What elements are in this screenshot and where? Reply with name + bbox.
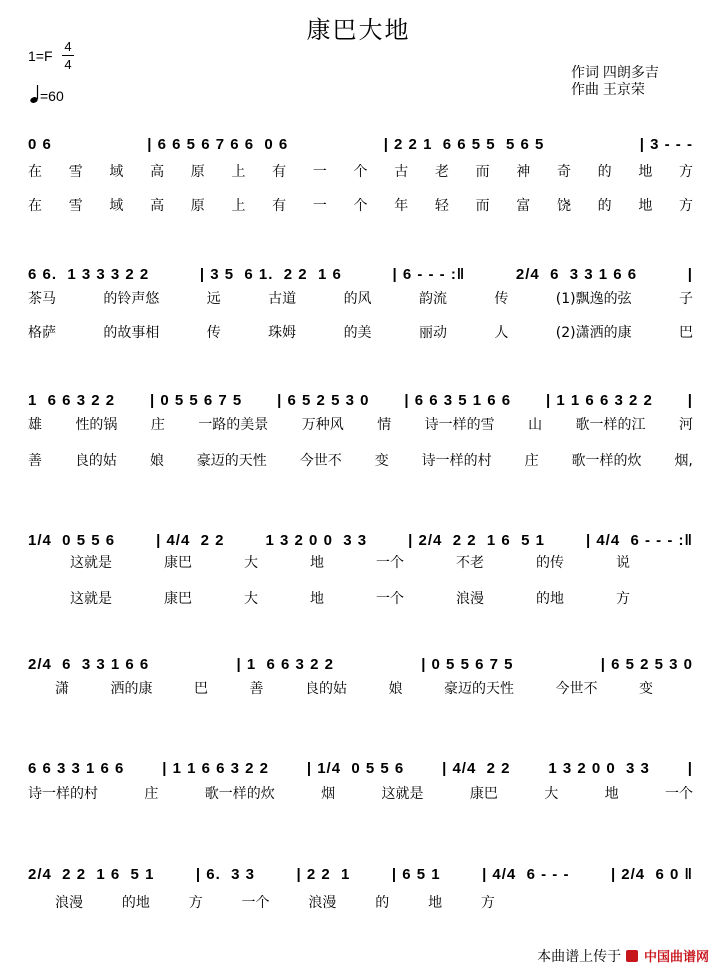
lyric-word: 善 bbox=[28, 453, 42, 469]
lyric-word: 的风 bbox=[343, 291, 372, 307]
lyric-word: 年 bbox=[394, 198, 409, 214]
lyrics-verse-1 bbox=[55, 678, 653, 698]
lyrics-verse-1 bbox=[28, 288, 693, 308]
notation-measure: | bbox=[687, 266, 693, 283]
lyric-word: 庄 bbox=[150, 417, 165, 433]
notation-measure: 1 3 2 0 0 3 3 bbox=[265, 532, 368, 549]
notation-measure: | 6 6 3 5 1 6 6 bbox=[404, 392, 512, 409]
lyric-word: 在 bbox=[28, 198, 42, 214]
lyric-word: 有 bbox=[272, 164, 287, 180]
lyric-word: 域 bbox=[109, 198, 124, 214]
lyric-word: 上 bbox=[231, 164, 246, 180]
notation-measure: | bbox=[687, 760, 693, 777]
upload-credit bbox=[537, 946, 709, 966]
lyric-word: 远 bbox=[206, 291, 221, 307]
quarter-note-icon bbox=[30, 84, 40, 108]
lyric-word: 原 bbox=[190, 198, 205, 214]
lyric-word: 一 bbox=[312, 198, 327, 214]
notation-line bbox=[28, 524, 693, 550]
lyric-word: 歌一样的炊 bbox=[571, 453, 642, 469]
notation-measure: | 0 5 5 6 7 5 bbox=[421, 656, 514, 673]
notation-measure: 1 3 2 0 0 3 3 bbox=[548, 760, 650, 777]
lyric-word: 一个 bbox=[665, 786, 693, 802]
lyric-word: 一个 bbox=[376, 555, 404, 571]
lyric-word: 这就是 bbox=[70, 591, 112, 607]
lyric-word: 浪漫 bbox=[55, 895, 83, 911]
lyrics-verse-1 bbox=[28, 414, 693, 434]
lyric-word: 烟 bbox=[321, 786, 336, 802]
notation-line bbox=[28, 128, 693, 154]
lyric-word: 歌一样的江 bbox=[575, 417, 646, 433]
notation-measure: | 6 5 2 5 3 0 bbox=[277, 392, 370, 409]
notation-measure: | 2/4 2 2 1 6 5 1 bbox=[408, 532, 545, 549]
lyric-word: 不老 bbox=[456, 555, 484, 571]
lyric-word: 有 bbox=[272, 198, 287, 214]
lyric-word: 良的姑 bbox=[74, 453, 117, 469]
lyric-word: 地 bbox=[310, 555, 324, 571]
lyric-word: 的故事相 bbox=[103, 325, 160, 341]
lyric-word: 传 bbox=[206, 325, 221, 341]
notation-measure: | 4/4 6 - - - :‖ bbox=[585, 532, 693, 549]
lyric-word: 今世不 bbox=[555, 681, 598, 697]
lyric-word: 诗一样的雪 bbox=[424, 417, 495, 433]
lyric-word: 富 bbox=[516, 198, 531, 214]
notation-line bbox=[28, 752, 693, 778]
lyric-word: 方 bbox=[616, 591, 630, 607]
notation-measure: | 6 5 1 bbox=[391, 866, 441, 883]
time-signature-bottom: 4 bbox=[64, 57, 72, 72]
lyrics-verse-2 bbox=[28, 195, 693, 215]
notation-measure: | 4/4 2 2 bbox=[156, 532, 225, 549]
key-signature: 1=F bbox=[28, 48, 53, 64]
notation-measure: | 2/4 6 0 ‖ bbox=[610, 866, 693, 883]
lyric-word: 地 bbox=[638, 164, 653, 180]
notation-measure: 1 6 6 3 2 2 bbox=[28, 392, 116, 409]
lyric-word: 浪漫 bbox=[308, 895, 337, 911]
lyric-word: 一个 bbox=[241, 895, 270, 911]
lyric-word: 雪 bbox=[68, 198, 83, 214]
lyric-word: 韵流 bbox=[418, 291, 447, 307]
lyric-word: 康巴 bbox=[164, 591, 192, 607]
lyric-word: 老 bbox=[434, 164, 449, 180]
notation-measure: | 6 5 2 5 3 0 bbox=[600, 656, 693, 673]
notation-measure: 2/4 6 3 3 1 6 6 bbox=[515, 266, 638, 283]
lyric-word: 巴 bbox=[194, 681, 208, 697]
lyric-word: 人 bbox=[494, 325, 509, 341]
lyric-word: 茶马 bbox=[28, 291, 56, 307]
lyric-word: 格萨 bbox=[28, 325, 56, 341]
lyric-word: 轻 bbox=[434, 198, 449, 214]
lyrics-verse-2 bbox=[28, 322, 693, 342]
lyric-word: 康巴 bbox=[469, 786, 498, 802]
lyric-word: 诗一样的村 bbox=[28, 786, 98, 802]
lyric-word: 古 bbox=[394, 164, 409, 180]
lyric-word: 这就是 bbox=[70, 555, 112, 571]
notation-measure: | 4/4 6 - - - bbox=[482, 866, 570, 883]
lyric-word: 潇 bbox=[55, 681, 69, 697]
lyric-word: 传 bbox=[494, 291, 509, 307]
notation-measure: | 0 5 5 6 7 5 bbox=[149, 392, 243, 409]
lyric-word: 情 bbox=[377, 417, 392, 433]
lyric-word: 万种风 bbox=[301, 417, 344, 433]
notation-measure: | 6. 3 3 bbox=[195, 866, 255, 883]
notation-line bbox=[28, 384, 693, 410]
composer-credit: 作曲 王京荣 bbox=[571, 81, 645, 97]
lyric-word: 方 bbox=[188, 895, 203, 911]
lyric-word: 浪漫 bbox=[456, 591, 484, 607]
notation-measure: | 3 5 6 1. 2 2 1 6 bbox=[199, 266, 342, 283]
notation-measure: 0 6 bbox=[28, 136, 52, 153]
lyric-word: 娘 bbox=[149, 453, 164, 469]
lyric-word: 良的姑 bbox=[305, 681, 347, 697]
lyric-word: 一路的美景 bbox=[198, 417, 269, 433]
notation-measure: 6 6 3 3 1 6 6 bbox=[28, 760, 125, 777]
notation-measure: 2/4 6 3 3 1 6 6 bbox=[28, 656, 150, 673]
notation-measure: | 1/4 0 5 5 6 bbox=[306, 760, 405, 777]
lyric-word: 性的锅 bbox=[75, 417, 118, 433]
lyric-word: 一个 bbox=[376, 591, 404, 607]
song-title: 康巴大地 bbox=[306, 16, 411, 44]
notation-measure: | bbox=[687, 392, 693, 409]
lyric-word: 歌一样的炊 bbox=[204, 786, 275, 802]
lyric-word: 康巴 bbox=[164, 555, 192, 571]
lyric-word: 的地 bbox=[536, 591, 564, 607]
lyric-word: 地 bbox=[428, 895, 443, 911]
lyric-word: 而 bbox=[475, 164, 490, 180]
lyric-word: 的铃声悠 bbox=[103, 291, 160, 307]
notation-measure: | 2 2 1 bbox=[296, 866, 351, 883]
lyric-word: 洒的康 bbox=[110, 681, 153, 697]
lyric-word: 善 bbox=[249, 681, 264, 697]
notation-line bbox=[28, 648, 693, 674]
notation-measure: 2/4 2 2 1 6 5 1 bbox=[28, 866, 155, 883]
lyric-word: 奇 bbox=[556, 164, 571, 180]
notation-line bbox=[28, 258, 693, 284]
lyric-word: 方 bbox=[679, 164, 693, 180]
lyric-word: 在 bbox=[28, 164, 42, 180]
lyric-word: 大 bbox=[544, 786, 559, 802]
notation-measure: 6 6. 1 3 3 3 2 2 bbox=[28, 266, 150, 283]
lyric-word: 娘 bbox=[388, 681, 403, 697]
lyric-word: 的 bbox=[597, 198, 612, 214]
lyric-word: 庄 bbox=[524, 453, 539, 469]
notation-measure: | 1 1 6 6 3 2 2 bbox=[162, 760, 269, 777]
lyrics-verse-1 bbox=[55, 892, 495, 912]
lyric-word: 说 bbox=[616, 555, 630, 571]
lyric-word: 诗一样的村 bbox=[421, 453, 492, 469]
lyric-word: 的地 bbox=[121, 895, 150, 911]
lyric-word: 的 bbox=[597, 164, 612, 180]
lyric-word: 豪迈的天性 bbox=[196, 453, 267, 469]
lyrics-verse-1 bbox=[28, 161, 693, 181]
lyric-word: 的美 bbox=[343, 325, 372, 341]
time-signature-line bbox=[62, 55, 74, 56]
lyric-word: 地 bbox=[604, 786, 619, 802]
lyric-word: 今世不 bbox=[299, 453, 342, 469]
lyric-word: 上 bbox=[231, 198, 246, 214]
lyric-word: (2)潇洒的康 bbox=[555, 325, 632, 341]
lyrics-verse-1 bbox=[28, 783, 693, 803]
notation-measure: | 6 6 5 6 7 6 6 0 6 bbox=[147, 136, 289, 153]
lyric-word: 地 bbox=[638, 198, 653, 214]
lyric-word: 饶 bbox=[556, 198, 571, 214]
notation-measure: | 1 6 6 3 2 2 bbox=[236, 656, 334, 673]
lyric-word: 丽动 bbox=[418, 325, 447, 341]
notation-measure: | 1 1 6 6 3 2 2 bbox=[546, 392, 653, 409]
lyric-word: 域 bbox=[109, 164, 124, 180]
lyric-word: 而 bbox=[475, 198, 490, 214]
lyric-word: 烟, bbox=[674, 453, 693, 469]
lyrics-verse-1 bbox=[70, 552, 630, 572]
lyric-word: (1)飘逸的弦 bbox=[555, 291, 632, 307]
lyric-word: 雪 bbox=[68, 164, 83, 180]
lyric-word: 的传 bbox=[536, 555, 564, 571]
lyric-word: 高 bbox=[150, 198, 165, 214]
lyric-word: 庄 bbox=[144, 786, 159, 802]
site-logo-icon bbox=[626, 950, 638, 962]
lyric-word: 地 bbox=[310, 591, 324, 607]
lyrics-verse-2 bbox=[28, 450, 693, 470]
notation-measure: | 6 - - - :‖ bbox=[392, 266, 466, 283]
lyric-word: 方 bbox=[679, 198, 693, 214]
notation-measure: 1/4 0 5 5 6 bbox=[28, 532, 116, 549]
lyric-word: 大 bbox=[244, 555, 258, 571]
lyric-word: 这就是 bbox=[381, 786, 424, 802]
lyric-word: 雄 bbox=[28, 417, 42, 433]
lyric-word: 变 bbox=[374, 453, 389, 469]
lyrics-verse-2 bbox=[70, 588, 630, 608]
lyric-word: 个 bbox=[353, 198, 368, 214]
tempo-marking: =60 bbox=[40, 88, 64, 104]
lyric-word: 古道 bbox=[268, 291, 297, 307]
time-signature-top: 4 bbox=[64, 39, 72, 54]
notation-measure: | 4/4 2 2 bbox=[442, 760, 511, 777]
lyric-word: 个 bbox=[353, 164, 368, 180]
lyric-word: 巴 bbox=[678, 325, 693, 341]
upload-credit-text: 本曲谱上传于 bbox=[537, 949, 622, 965]
lyric-word: 神 bbox=[516, 164, 531, 180]
lyric-word: 山 bbox=[528, 417, 543, 433]
lyricist-credit: 作词 四朗多吉 bbox=[571, 64, 659, 80]
lyric-word: 的 bbox=[375, 895, 390, 911]
lyric-word: 大 bbox=[244, 591, 258, 607]
lyric-word: 变 bbox=[639, 681, 653, 697]
lyric-word: 高 bbox=[150, 164, 165, 180]
lyric-word: 原 bbox=[190, 164, 205, 180]
notation-line bbox=[28, 858, 693, 884]
site-name[interactable]: 中国曲谱网 bbox=[643, 950, 709, 965]
lyric-word: 珠姆 bbox=[268, 325, 297, 341]
lyric-word: 子 bbox=[678, 291, 693, 307]
lyric-word: 一 bbox=[312, 164, 327, 180]
lyric-word: 方 bbox=[480, 895, 495, 911]
notation-measure: | 2 2 1 6 6 5 5 5 6 5 bbox=[383, 136, 545, 153]
lyric-word: 豪迈的天性 bbox=[444, 681, 514, 697]
lyric-word: 河 bbox=[678, 417, 693, 433]
notation-measure: | 3 - - - bbox=[639, 136, 693, 153]
